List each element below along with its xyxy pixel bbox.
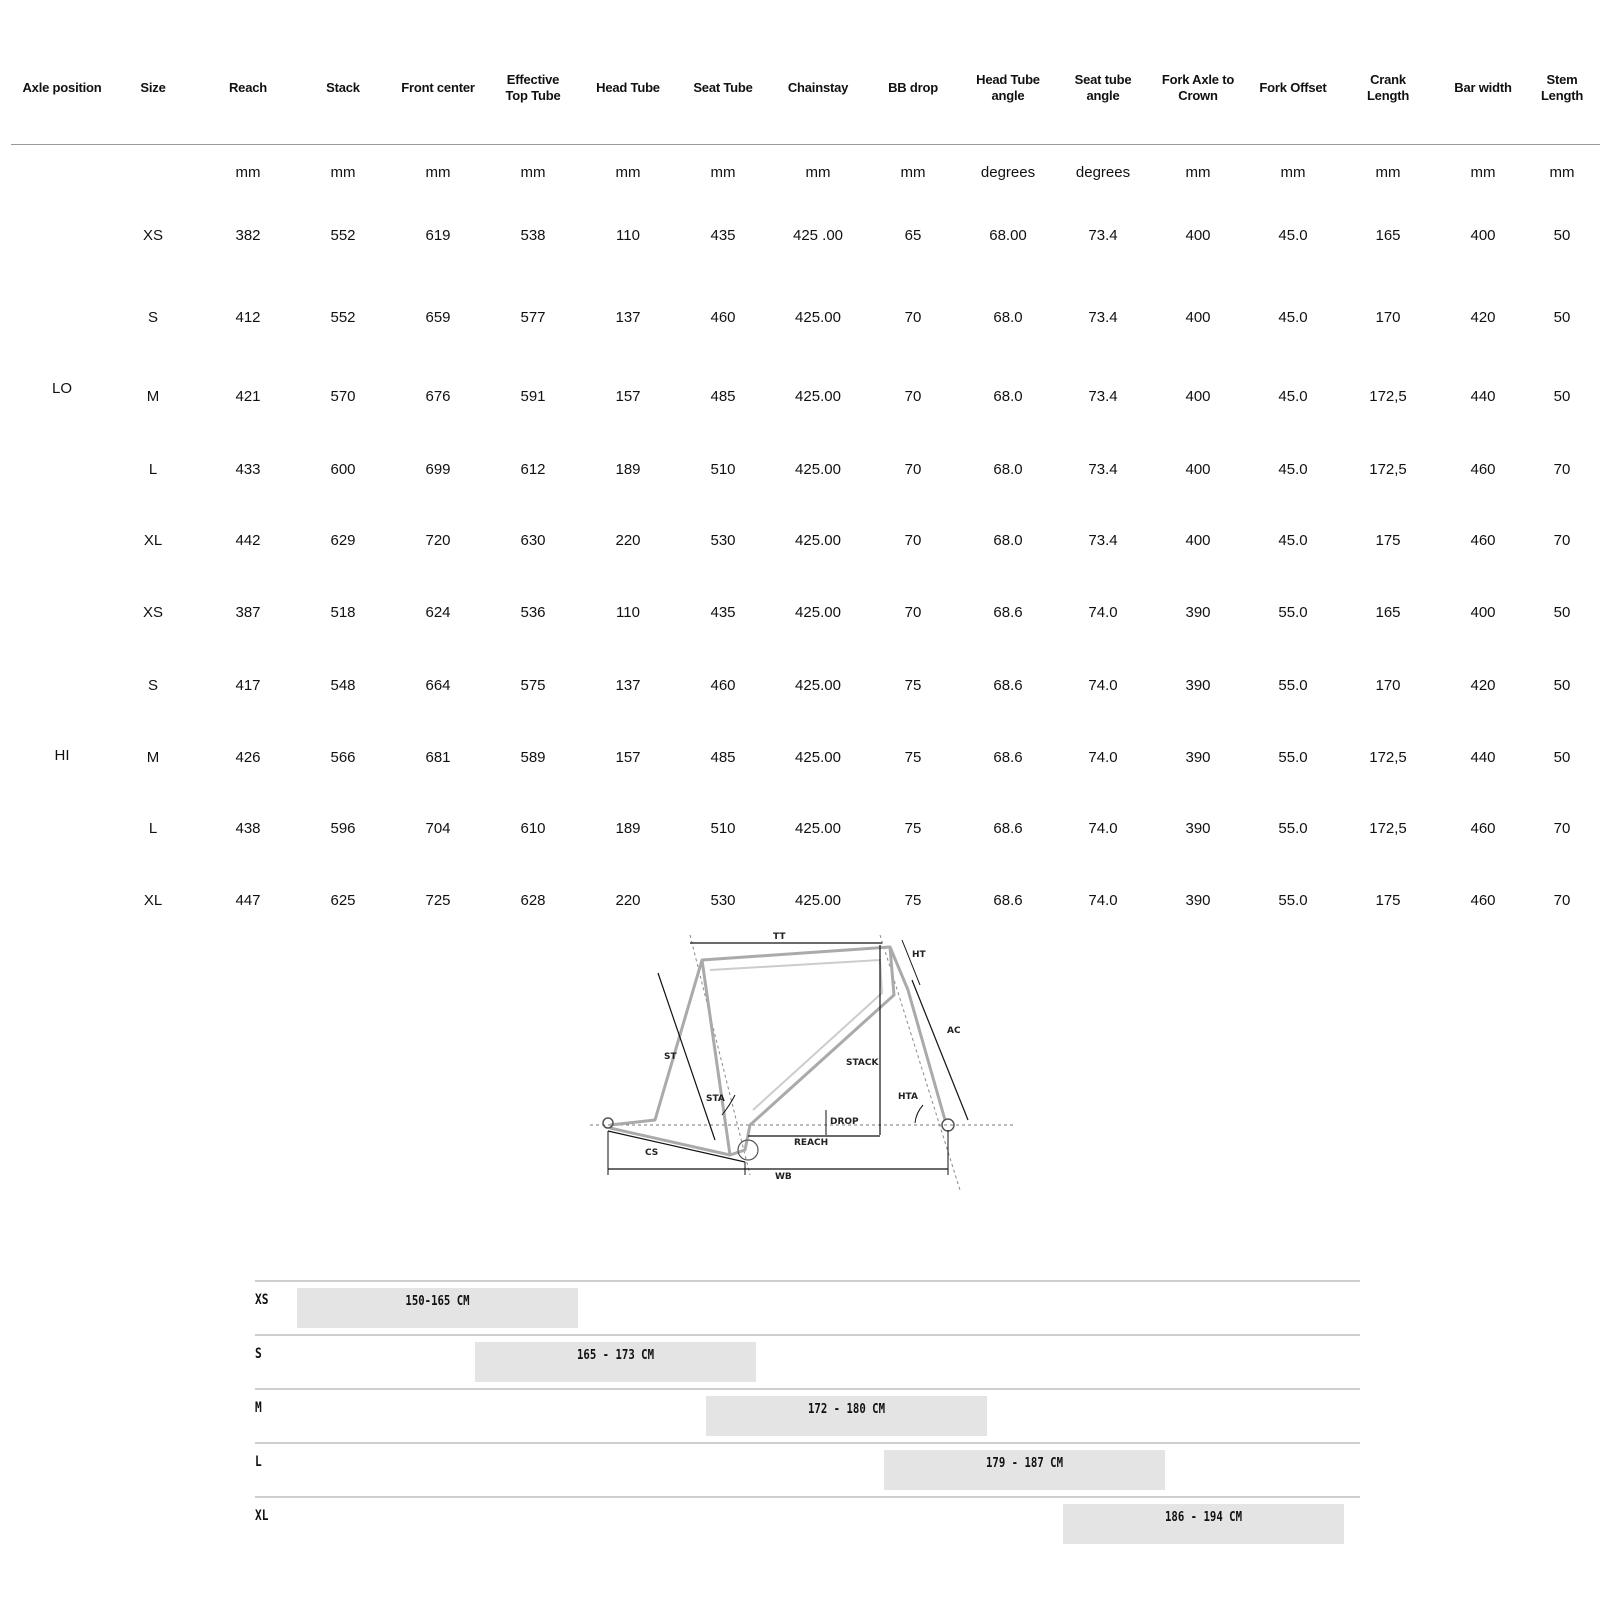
table-cell: 70 (904, 461, 922, 478)
table-cell: 530 (710, 532, 736, 549)
column-header (506, 72, 561, 104)
table-cell: 70 (904, 532, 922, 549)
column-header-line: Length (1540, 88, 1584, 103)
table-cell: 157 (615, 388, 641, 405)
height-range-text: 179 - 187 CM (985, 1456, 1064, 1471)
table-cell: 172,5 (1369, 749, 1407, 766)
table-cell: 220 (615, 892, 641, 909)
table-cell: 390 (1185, 604, 1211, 621)
column-header (788, 80, 848, 96)
table-cell: 530 (710, 892, 736, 909)
table-cell: 704 (425, 820, 451, 837)
column-header-line: Chainstay (787, 80, 849, 95)
size-label: M (255, 1400, 262, 1416)
unit-cell: mm (425, 164, 451, 181)
table-cell: 175 (1375, 892, 1401, 909)
table-cell: 400 (1185, 309, 1211, 326)
height-range-text: 150-165 CM (405, 1294, 470, 1309)
table-cell: 570 (330, 388, 356, 405)
table-cell: 720 (425, 532, 451, 549)
table-cell: 425.00 (795, 461, 841, 478)
column-header-line: Bar width (1454, 80, 1512, 95)
height-range-bar (706, 1396, 987, 1436)
table-cell: 55.0 (1278, 604, 1308, 621)
size-cell: M (146, 388, 160, 405)
table-cell: 536 (520, 604, 546, 621)
table-cell: 619 (425, 227, 451, 244)
unit-cell: mm (1185, 164, 1211, 181)
size-cell: XL (143, 532, 163, 549)
table-cell: 165 (1375, 227, 1401, 244)
table-cell: 420 (1470, 309, 1496, 326)
table-cell: 421 (235, 388, 261, 405)
table-cell: 170 (1375, 677, 1401, 694)
unit-cell: degrees (980, 164, 1036, 181)
height-range-bar (475, 1342, 756, 1382)
table-cell: 552 (330, 309, 356, 326)
table-cell: 45.0 (1278, 309, 1308, 326)
table-cell: 518 (330, 604, 356, 621)
table-cell: 420 (1470, 677, 1496, 694)
table-cell: 425.00 (795, 532, 841, 549)
table-cell: 45.0 (1278, 227, 1308, 244)
size-row-xs (255, 1280, 1360, 1336)
table-cell: 433 (235, 461, 261, 478)
ht-label: HT (912, 950, 926, 960)
height-range-bar (1063, 1504, 1344, 1544)
column-header (229, 80, 267, 96)
column-header-line: Length (1366, 88, 1410, 103)
table-cell: 50 (1553, 677, 1571, 694)
table-cell: 74.0 (1088, 749, 1118, 766)
height-range-text: 165 - 173 CM (576, 1348, 655, 1363)
table-cell: 172,5 (1369, 461, 1407, 478)
table-cell: 45.0 (1278, 532, 1308, 549)
table-cell: 45.0 (1278, 461, 1308, 478)
unit-cell: mm (1375, 164, 1401, 181)
header-divider (11, 144, 1600, 145)
table-cell: 50 (1553, 388, 1571, 405)
table-cell: 417 (235, 677, 261, 694)
table-cell: 68.6 (993, 749, 1023, 766)
table-cell: 548 (330, 677, 356, 694)
hta-label: HTA (898, 1092, 918, 1102)
unit-cell: mm (805, 164, 831, 181)
column-header-line: Size (140, 80, 166, 95)
table-cell: 425.00 (795, 388, 841, 405)
column-header (976, 72, 1040, 104)
table-cell: 552 (330, 227, 356, 244)
table-cell: 435 (710, 227, 736, 244)
axle-position-label: HI (54, 747, 70, 764)
table-cell: 73.4 (1088, 532, 1118, 549)
table-cell: 400 (1185, 461, 1211, 478)
table-cell: 447 (235, 892, 261, 909)
table-cell: 75 (904, 749, 922, 766)
table-cell: 382 (235, 227, 261, 244)
unit-cell: mm (1549, 164, 1575, 181)
table-cell: 50 (1553, 227, 1571, 244)
table-cell: 137 (615, 677, 641, 694)
column-header-line: Head Tube (596, 80, 660, 95)
unit-cell: mm (710, 164, 736, 181)
table-cell: 577 (520, 309, 546, 326)
table-cell: 70 (1553, 461, 1571, 478)
column-header (1367, 72, 1409, 104)
table-cell: 659 (425, 309, 451, 326)
table-cell: 110 (616, 604, 640, 621)
column-header (693, 80, 752, 96)
table-cell: 189 (615, 820, 641, 837)
frame-diagram-svg (590, 925, 1020, 1210)
size-cell: XS (142, 227, 164, 244)
table-cell: 73.4 (1088, 227, 1118, 244)
column-header-line: Seat tube (1074, 72, 1132, 87)
reach-label: REACH (794, 1138, 829, 1148)
table-cell: 460 (1470, 892, 1496, 909)
table-cell: 442 (235, 532, 261, 549)
table-cell: 425.00 (795, 677, 841, 694)
drop-label: DROP (830, 1117, 859, 1127)
table-cell: 175 (1375, 532, 1401, 549)
table-cell: 74.0 (1088, 892, 1118, 909)
table-cell: 45.0 (1278, 388, 1308, 405)
column-header (401, 80, 474, 96)
size-cell: M (146, 749, 160, 766)
column-header (1259, 80, 1326, 96)
table-cell: 610 (520, 820, 546, 837)
table-cell: 50 (1553, 604, 1571, 621)
table-cell: 74.0 (1088, 677, 1118, 694)
size-chart (255, 1280, 1360, 1550)
table-cell: 73.4 (1088, 461, 1118, 478)
column-header-line: Crank (1370, 72, 1406, 87)
table-cell: 68.0 (993, 388, 1023, 405)
table-cell: 510 (710, 820, 736, 837)
table-cell: 440 (1470, 388, 1496, 405)
table-cell: 68.00 (989, 227, 1027, 244)
table-cell: 55.0 (1278, 892, 1308, 909)
table-cell: 157 (615, 749, 641, 766)
table-cell: 425 .00 (792, 227, 844, 244)
table-cell: 172,5 (1369, 820, 1407, 837)
table-cell: 390 (1185, 820, 1211, 837)
column-header (326, 80, 360, 96)
table-cell: 55.0 (1278, 677, 1308, 694)
table-cell: 70 (904, 309, 922, 326)
table-cell: 137 (615, 309, 641, 326)
column-header-line: Fork Axle to (1161, 72, 1235, 87)
column-header-line: Top Tube (505, 88, 561, 103)
table-cell: 596 (330, 820, 356, 837)
table-cell: 440 (1470, 749, 1496, 766)
table-cell: 75 (904, 892, 922, 909)
table-cell: 189 (615, 461, 641, 478)
table-cell: 664 (425, 677, 451, 694)
table-cell: 75 (904, 677, 922, 694)
table-cell: 68.6 (993, 820, 1023, 837)
size-cell: L (148, 820, 158, 837)
column-header-line: Reach (228, 80, 268, 95)
table-cell: 170 (1375, 309, 1401, 326)
unit-cell: mm (235, 164, 261, 181)
table-cell: 426 (235, 749, 261, 766)
table-cell: 65 (904, 227, 922, 244)
table-cell: 390 (1185, 892, 1211, 909)
size-label: XL (255, 1508, 269, 1524)
table-cell: 75 (904, 820, 922, 837)
table-cell: 68.0 (993, 309, 1023, 326)
table-cell: 589 (520, 749, 546, 766)
size-cell: S (147, 309, 159, 326)
table-cell: 485 (710, 388, 736, 405)
column-header-line: Head Tube (976, 72, 1040, 87)
table-cell: 400 (1470, 227, 1496, 244)
table-cell: 74.0 (1088, 820, 1118, 837)
table-cell: 425.00 (795, 309, 841, 326)
table-cell: 628 (520, 892, 546, 909)
table-cell: 460 (710, 677, 736, 694)
table-cell: 460 (710, 309, 736, 326)
table-cell: 55.0 (1278, 749, 1308, 766)
column-header (140, 80, 165, 96)
table-cell: 575 (520, 677, 546, 694)
table-cell: 400 (1185, 388, 1211, 405)
column-header-line: Seat Tube (693, 80, 753, 95)
height-range-text: 186 - 194 CM (1164, 1510, 1243, 1525)
table-cell: 630 (520, 532, 546, 549)
table-cell: 50 (1553, 309, 1571, 326)
table-cell: 699 (425, 461, 451, 478)
table-cell: 165 (1375, 604, 1401, 621)
column-header (1541, 72, 1583, 104)
table-cell: 70 (904, 604, 922, 621)
table-cell: 681 (425, 749, 451, 766)
table-cell: 485 (710, 749, 736, 766)
table-cell: 435 (710, 604, 736, 621)
table-cell: 70 (1553, 820, 1571, 837)
column-header (1162, 72, 1234, 104)
column-header (1454, 80, 1511, 96)
table-cell: 110 (616, 227, 640, 244)
unit-cell: mm (1470, 164, 1496, 181)
tt-label: TT (773, 932, 786, 942)
unit-cell: mm (615, 164, 641, 181)
column-header (22, 80, 101, 96)
table-cell: 68.0 (993, 532, 1023, 549)
column-header-line: Axle position (22, 80, 102, 95)
size-label: L (255, 1454, 262, 1470)
height-range-bar (884, 1450, 1165, 1490)
table-cell: 68.0 (993, 461, 1023, 478)
table-cell: 425.00 (795, 820, 841, 837)
table-cell: 412 (235, 309, 261, 326)
table-cell: 387 (235, 604, 261, 621)
table-cell: 68.6 (993, 892, 1023, 909)
table-cell: 725 (425, 892, 451, 909)
column-header-line: Front center (401, 80, 475, 95)
size-cell: XS (142, 604, 164, 621)
size-row-xl (255, 1496, 1360, 1552)
table-cell: 612 (520, 461, 546, 478)
table-cell: 425.00 (795, 749, 841, 766)
table-cell: 70 (1553, 532, 1571, 549)
unit-cell: mm (520, 164, 546, 181)
table-cell: 566 (330, 749, 356, 766)
table-cell: 400 (1470, 604, 1496, 621)
size-cell: XL (143, 892, 163, 909)
size-row-l (255, 1442, 1360, 1498)
table-cell: 625 (330, 892, 356, 909)
stack-label: STACK (846, 1058, 879, 1068)
cs-label: CS (645, 1148, 659, 1158)
column-header-line: BB drop (888, 80, 938, 95)
size-cell: L (148, 461, 158, 478)
table-cell: 400 (1185, 532, 1211, 549)
table-cell: 390 (1185, 749, 1211, 766)
size-label: XS (255, 1292, 269, 1308)
column-header-line: angle (991, 88, 1025, 103)
axle-position-label: LO (51, 380, 73, 397)
table-cell: 172,5 (1369, 388, 1407, 405)
table-cell: 390 (1185, 677, 1211, 694)
table-cell: 510 (710, 461, 736, 478)
column-header-line: Fork Offset (1259, 80, 1327, 95)
height-range-text: 172 - 180 CM (807, 1402, 886, 1417)
table-cell: 460 (1470, 532, 1496, 549)
column-header (1075, 72, 1132, 104)
table-cell: 68.6 (993, 677, 1023, 694)
table-cell: 73.4 (1088, 309, 1118, 326)
table-cell: 600 (330, 461, 356, 478)
table-cell: 55.0 (1278, 820, 1308, 837)
unit-cell: mm (330, 164, 356, 181)
table-cell: 676 (425, 388, 451, 405)
table-cell: 624 (425, 604, 451, 621)
table-cell: 400 (1185, 227, 1211, 244)
column-header (888, 80, 938, 96)
table-cell: 425.00 (795, 604, 841, 621)
table-cell: 629 (330, 532, 356, 549)
column-header-line: Effective (506, 72, 560, 87)
height-range-bar (297, 1288, 578, 1328)
table-cell: 70 (1553, 892, 1571, 909)
table-cell: 74.0 (1088, 604, 1118, 621)
column-header-line: angle (1086, 88, 1120, 103)
column-header-line: Crown (1178, 88, 1218, 103)
unit-cell: mm (1280, 164, 1306, 181)
unit-cell: degrees (1075, 164, 1131, 181)
size-row-m (255, 1388, 1360, 1444)
wb-label: WB (775, 1172, 792, 1182)
size-cell: S (147, 677, 159, 694)
table-cell: 460 (1470, 820, 1496, 837)
size-label: S (255, 1346, 262, 1362)
frame-geometry-diagram (590, 925, 1020, 1210)
column-header-line: Stack (326, 80, 360, 95)
table-cell: 68.6 (993, 604, 1023, 621)
table-cell: 538 (520, 227, 546, 244)
table-cell: 220 (615, 532, 641, 549)
table-cell: 460 (1470, 461, 1496, 478)
column-header-line: Stem (1546, 72, 1578, 87)
column-header (596, 80, 660, 96)
table-cell: 73.4 (1088, 388, 1118, 405)
unit-cell: mm (900, 164, 926, 181)
table-cell: 438 (235, 820, 261, 837)
table-cell: 425.00 (795, 892, 841, 909)
table-cell: 50 (1553, 749, 1571, 766)
table-cell: 70 (904, 388, 922, 405)
sta-label: STA (706, 1094, 725, 1104)
size-row-s (255, 1334, 1360, 1390)
st-label: ST (664, 1052, 677, 1062)
ac-label: AC (947, 1026, 961, 1036)
table-cell: 591 (520, 388, 546, 405)
